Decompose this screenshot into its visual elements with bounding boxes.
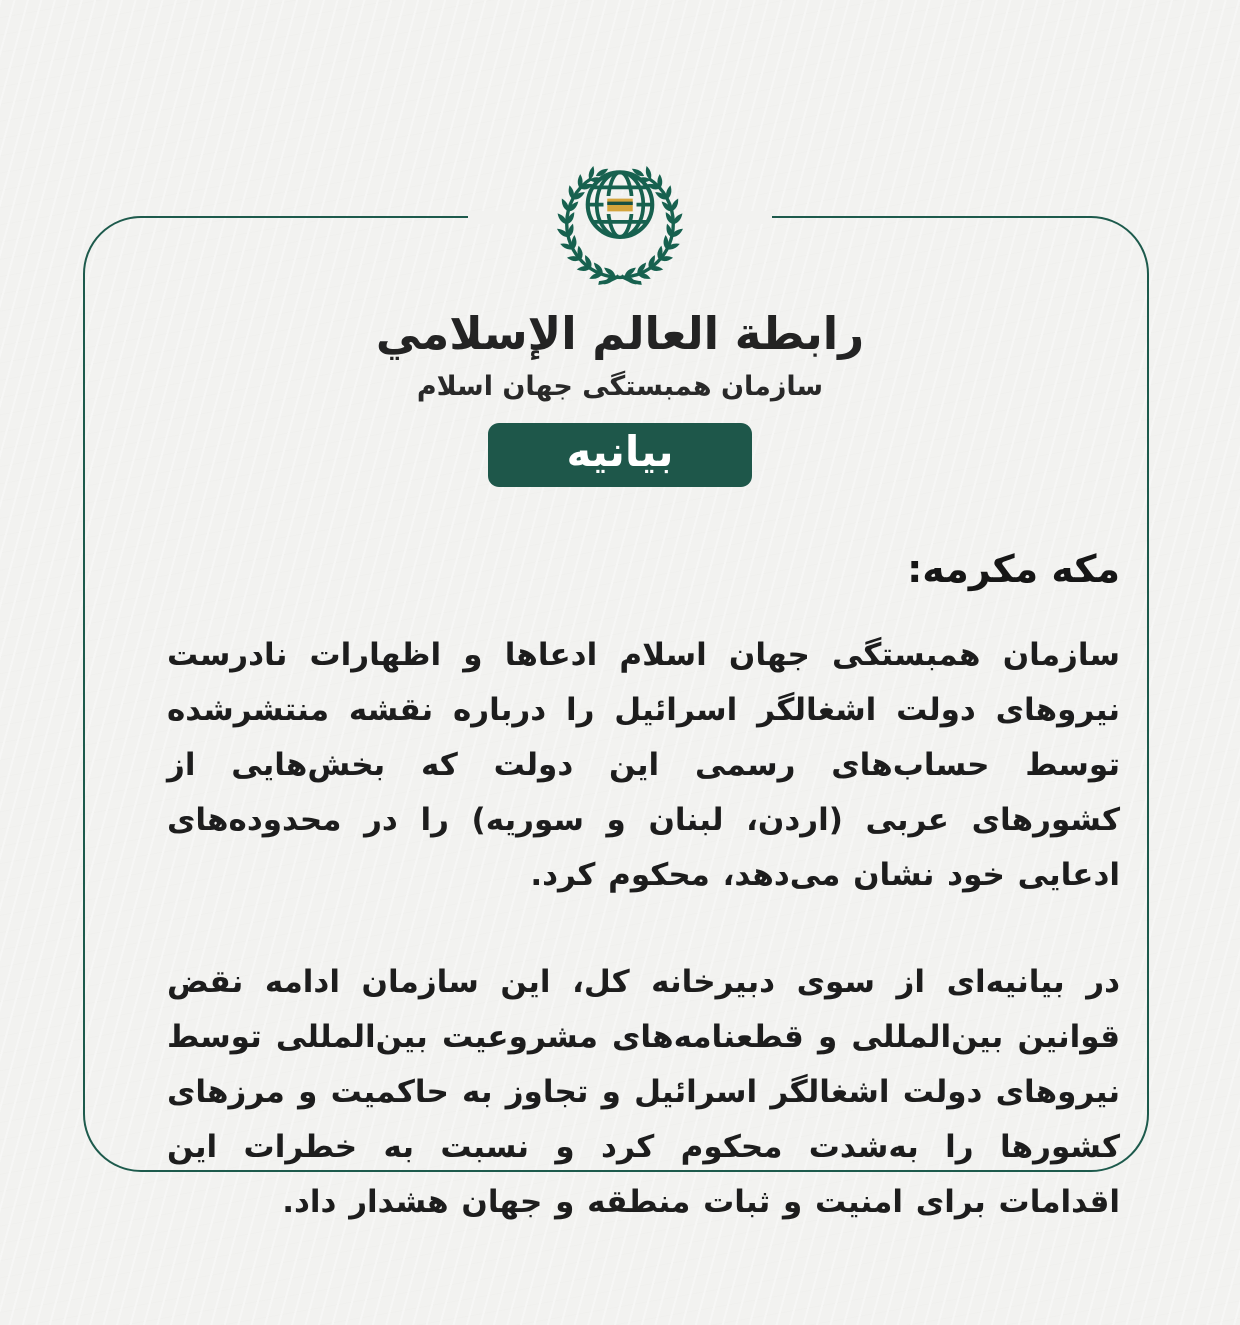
statement-paragraph-2: در بیانیه‌ای از سوی دبیرخانه کل، این سازمان ادامه نقض قوانین بین‌المللی و قطعنامه‌های مشروعیت بین‌المللی توسط نیروهای دولت اشغالگر اسرائیل و تجاوز به حاکمیت و مرزهای کشورها را به‌شدت محکوم کرد و نسبت به خطرات این اقدامات برای امنیت و ثبات منطقه و جهان هشدار داد. <box>167 964 1120 1220</box>
statement-body <box>167 544 1120 1230</box>
mwl-logo <box>545 152 695 291</box>
statement-banner-label: بیانیه <box>566 427 674 476</box>
kaaba-icon <box>604 196 637 214</box>
statement-paragraph-1: سازمان همبستگی جهان اسلام ادعاها و اظهارات نادرست نیروهای دولت اشغالگر اسرائیل را درباره نقشه منتشرشده توسط حساب‌های رسمی این دولت که بخش‌هایی از کشورهای عربی (اردن، لبنان و سوریه) را در محدوده‌های ادعایی خود نشان می‌دهد، محکوم کرد. <box>167 637 1120 893</box>
dateline-heading: مکه مکرمه: <box>907 547 1120 591</box>
org-name-calligraphy: رابطة العالم الإسلامي <box>375 307 865 360</box>
mwl-logo-icon <box>545 152 695 291</box>
laurel-wreath-icon <box>556 165 684 286</box>
org-name-persian: سازمان همبستگی جهان اسلام <box>416 371 824 402</box>
statement-banner <box>488 423 752 487</box>
